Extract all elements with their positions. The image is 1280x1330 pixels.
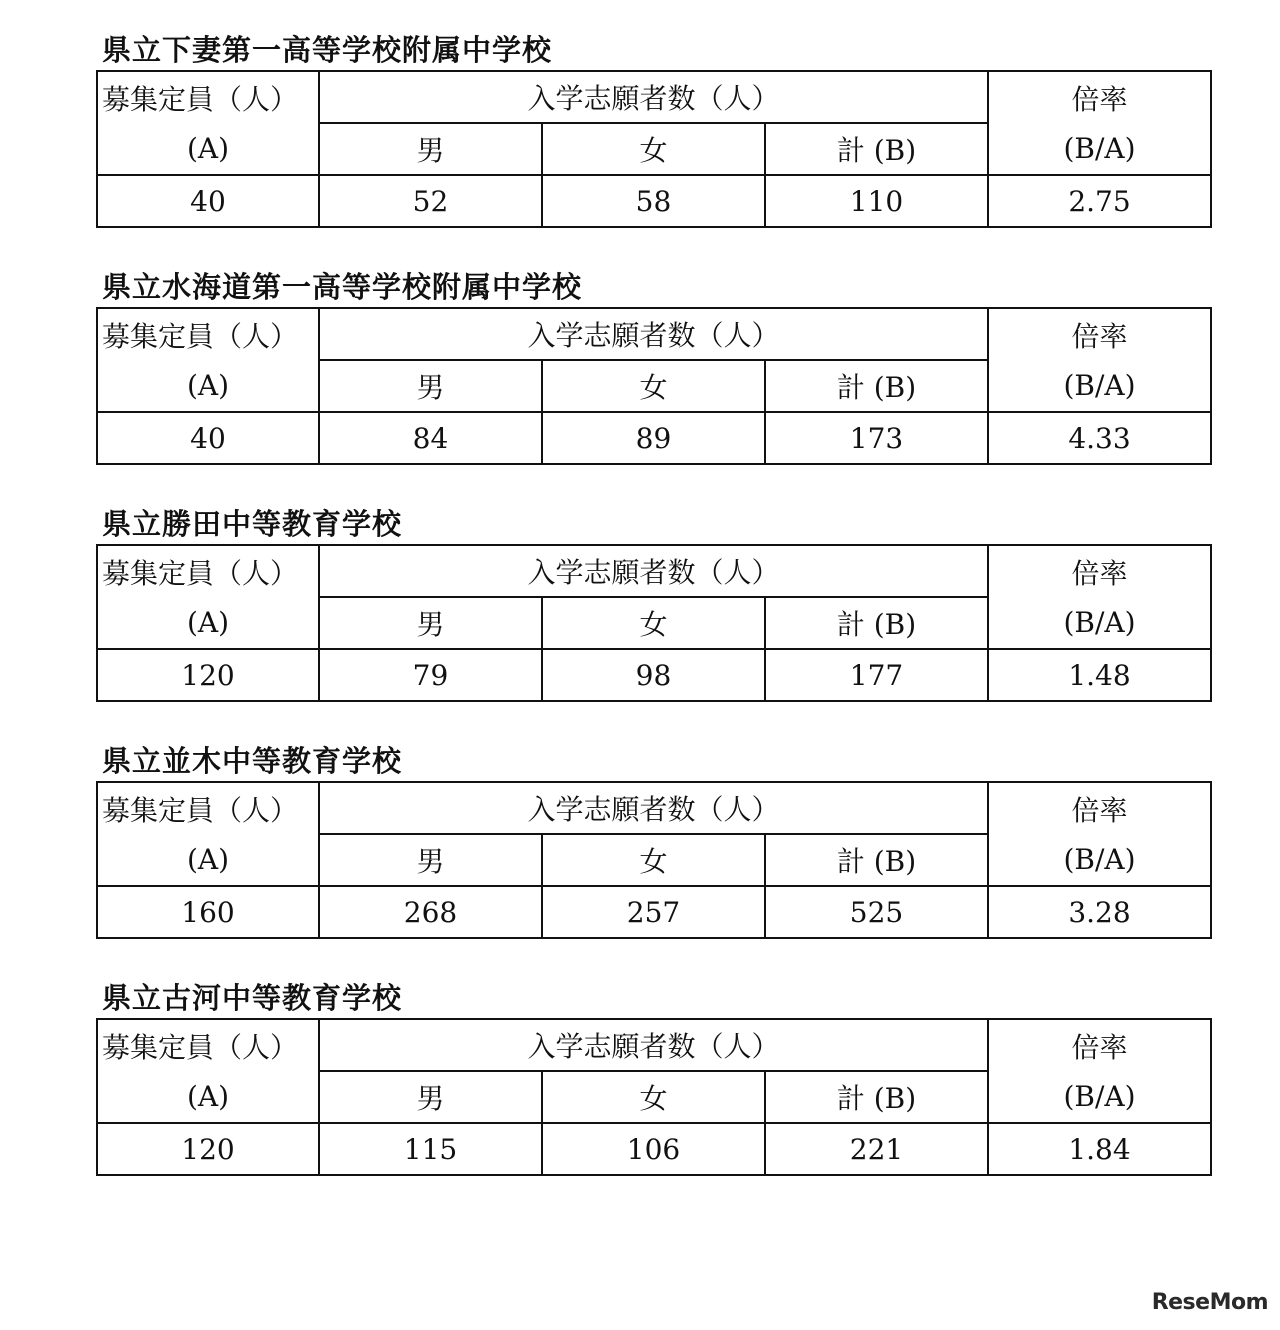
resemom-logo: ReseMom [1151, 1290, 1268, 1315]
male-value: 79 [319, 649, 542, 701]
total-header: 計 (B) [765, 360, 988, 412]
applicant-table [96, 544, 1212, 702]
ratio-subheader: (B/A) [988, 360, 1211, 412]
total-value: 110 [765, 175, 988, 227]
female-header: 女 [542, 360, 765, 412]
total-value: 525 [765, 886, 988, 938]
capacity-value: 120 [97, 1123, 319, 1175]
male-header: 男 [319, 597, 542, 649]
applicants-header: 入学志願者数（人） [319, 308, 988, 360]
applicant-table [96, 781, 1212, 939]
capacity-header: 募集定員（人） [97, 71, 319, 123]
ratio-subheader: (B/A) [988, 123, 1211, 175]
female-header: 女 [542, 834, 765, 886]
capacity-header: 募集定員（人） [97, 545, 319, 597]
capacity-subheader: (A) [97, 1071, 319, 1123]
ratio-value: 1.48 [988, 649, 1211, 701]
school-title: 県立勝田中等教育学校 [102, 507, 403, 541]
ratio-subheader: (B/A) [988, 834, 1211, 886]
school-title: 県立水海道第一高等学校附属中学校 [102, 270, 583, 304]
school-title: 県立古河中等教育学校 [102, 981, 403, 1015]
total-value: 173 [765, 412, 988, 464]
capacity-value: 40 [97, 175, 319, 227]
ratio-subheader: (B/A) [988, 597, 1211, 649]
applicants-header: 入学志願者数（人） [319, 1019, 988, 1071]
ratio-header: 倍率 [988, 782, 1211, 834]
male-value: 84 [319, 412, 542, 464]
capacity-header: 募集定員（人） [97, 1019, 319, 1071]
capacity-value: 160 [97, 886, 319, 938]
school-title: 県立並木中等教育学校 [102, 744, 403, 778]
female-value: 98 [542, 649, 765, 701]
female-value: 89 [542, 412, 765, 464]
male-value: 52 [319, 175, 542, 227]
ratio-header: 倍率 [988, 1019, 1211, 1071]
applicant-table [96, 1018, 1212, 1176]
ratio-value: 4.33 [988, 412, 1211, 464]
capacity-subheader: (A) [97, 834, 319, 886]
capacity-value: 120 [97, 649, 319, 701]
total-header: 計 (B) [765, 1071, 988, 1123]
male-header: 男 [319, 1071, 542, 1123]
ratio-header: 倍率 [988, 545, 1211, 597]
total-header: 計 (B) [765, 834, 988, 886]
school-title: 県立下妻第一高等学校附属中学校 [102, 33, 553, 67]
male-header: 男 [319, 360, 542, 412]
capacity-header: 募集定員（人） [97, 782, 319, 834]
applicant-table [96, 70, 1212, 228]
female-value: 106 [542, 1123, 765, 1175]
male-value: 268 [319, 886, 542, 938]
capacity-subheader: (A) [97, 123, 319, 175]
applicants-header: 入学志願者数（人） [319, 782, 988, 834]
female-header: 女 [542, 1071, 765, 1123]
ratio-value: 3.28 [988, 886, 1211, 938]
total-value: 221 [765, 1123, 988, 1175]
ratio-subheader: (B/A) [988, 1071, 1211, 1123]
female-header: 女 [542, 123, 765, 175]
male-header: 男 [319, 123, 542, 175]
ratio-value: 2.75 [988, 175, 1211, 227]
female-value: 257 [542, 886, 765, 938]
female-header: 女 [542, 597, 765, 649]
total-header: 計 (B) [765, 597, 988, 649]
capacity-header: 募集定員（人） [97, 308, 319, 360]
capacity-subheader: (A) [97, 597, 319, 649]
applicants-header: 入学志願者数（人） [319, 545, 988, 597]
capacity-value: 40 [97, 412, 319, 464]
applicants-header: 入学志願者数（人） [319, 71, 988, 123]
applicant-table [96, 307, 1212, 465]
male-value: 115 [319, 1123, 542, 1175]
ratio-value: 1.84 [988, 1123, 1211, 1175]
female-value: 58 [542, 175, 765, 227]
ratio-header: 倍率 [988, 308, 1211, 360]
ratio-header: 倍率 [988, 71, 1211, 123]
capacity-subheader: (A) [97, 360, 319, 412]
total-value: 177 [765, 649, 988, 701]
total-header: 計 (B) [765, 123, 988, 175]
male-header: 男 [319, 834, 542, 886]
